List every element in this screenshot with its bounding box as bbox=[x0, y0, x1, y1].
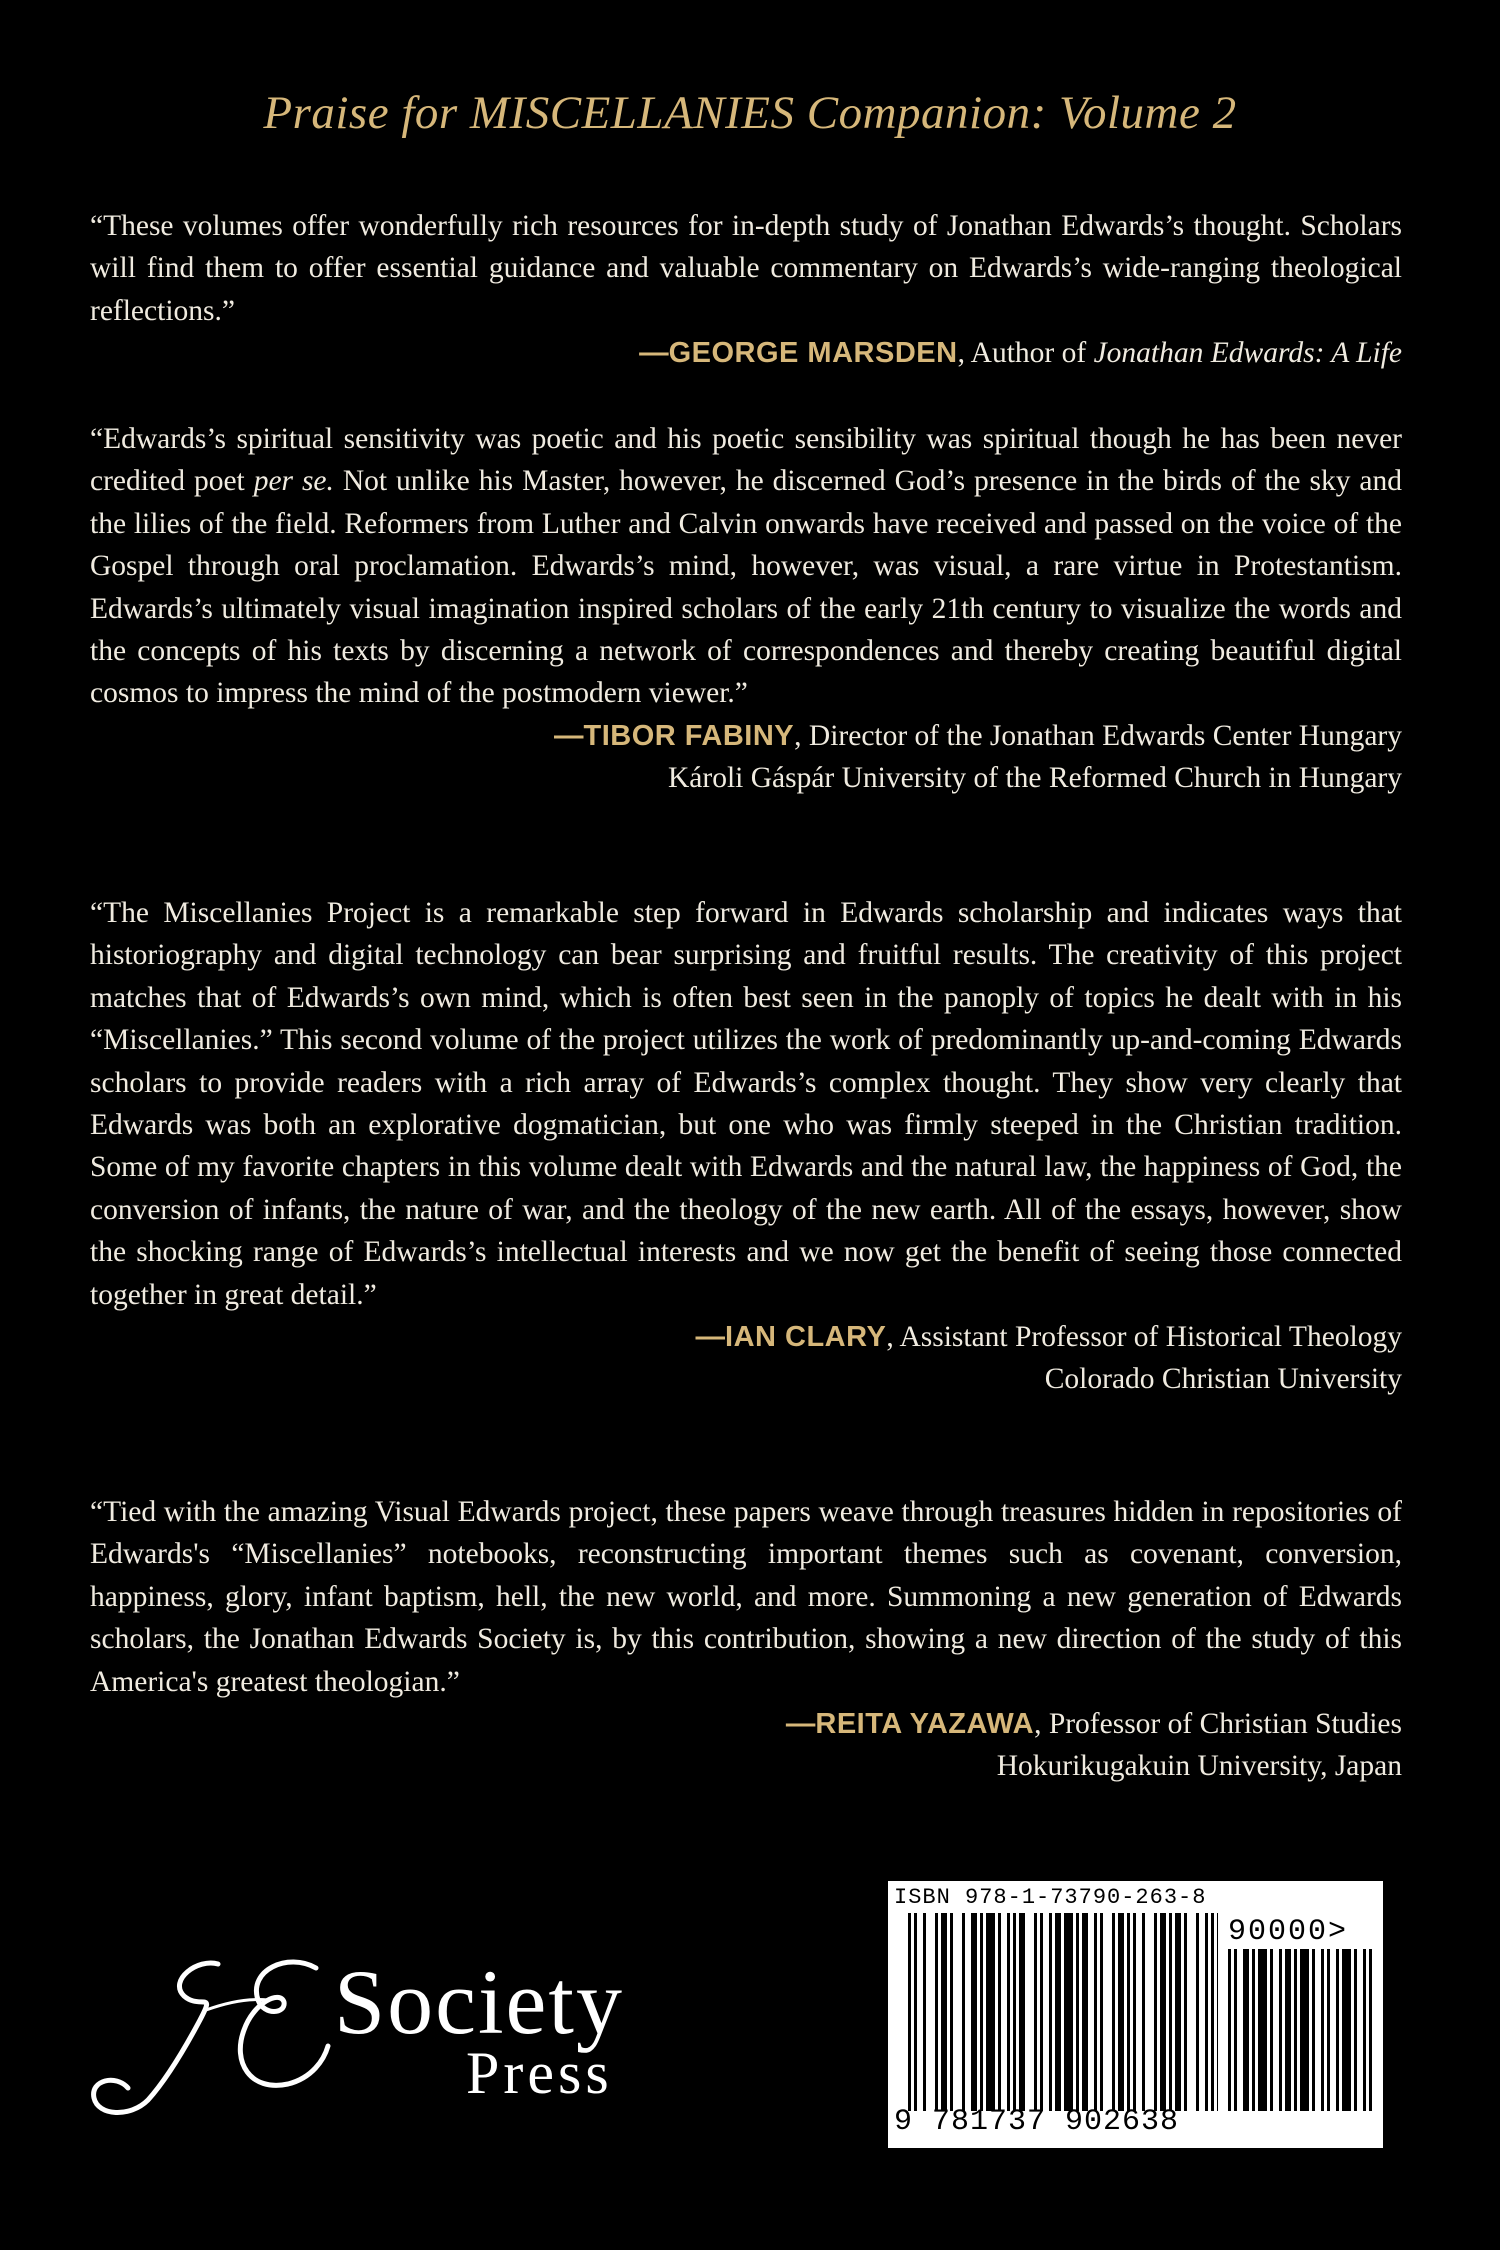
quote-text bbox=[90, 418, 1402, 715]
attribution-dash: — bbox=[695, 1320, 726, 1354]
quote-attribution bbox=[90, 1703, 1402, 1745]
attribution-dash: — bbox=[554, 718, 584, 752]
quote-marsden bbox=[90, 205, 1402, 375]
isbn-label: ISBN 978-1-73790-263-8 bbox=[894, 1885, 1207, 1910]
quote-attribution bbox=[90, 332, 1402, 374]
quote-attribution bbox=[90, 1316, 1402, 1358]
author-role: , Professor of Christian Studies bbox=[1034, 1708, 1402, 1741]
quote-text: “These volumes offer wonderfully rich resources for in-depth study of Jonathan Edwards’s thought. Scholars will find them to offer essential guidance and valuable commentary on Edwards’s wide-ranging theological reflections.” bbox=[90, 210, 1402, 327]
je-monogram-icon bbox=[88, 1950, 348, 2125]
quote-text: “The Miscellanies Project is a remarkable step forward in Edwards scholarship and indicates ways that historiography and digital technology can bear surprising and fruitful results. The creativity of this project matches that of Edwards’s own mind, which is often best seen in the panoply of topics he dealt with in his “Miscellanies.” This second volume of the project utilizes the work of predominantly up-and-coming Edwards scholars to provide readers with a rich array of Edwards’s complex thought. They show very clearly that Edwards was both an explorative dogmatician, but one who was firmly steeped in the Christian tradition. Some of my favorite chapters in this volume dealt with Edwards and the natural law, the happiness of God, the conversion of infants, the nature of war, and the theology of the new earth. All of the essays, however, show the shocking range of Edwards’s intellectual interests and we now get the benefit of seeing those connected together in great detail.” bbox=[90, 897, 1402, 1311]
attribution-dash: — bbox=[639, 336, 669, 370]
quote-fabiny bbox=[90, 418, 1402, 800]
author-role: , Author of bbox=[957, 337, 1094, 370]
author-name: GEORGE MARSDEN bbox=[668, 337, 958, 370]
barcode-digits: 9 781737 902638 bbox=[894, 2105, 1180, 2139]
logo-word-society: Society bbox=[334, 1951, 624, 2053]
author-affiliation: Károli Gáspár University of the Reformed Church in Hungary bbox=[667, 762, 1402, 795]
barcode-bars-icon bbox=[908, 1913, 1218, 2111]
price-code: 90000> bbox=[1228, 1915, 1349, 1949]
quote-text: “Tied with the amazing Visual Edwards project, these papers weave through treasures hidden in repositories of Edwards's “Miscellanies” notebooks, reconstructing important themes such as covenant, conversion, happiness, glory, infant baptism, hell, the new world, and more. Summoning a new generation of Edwards scholars, the Jonathan Edwards Society is, by this contribution, showing a new direction of the study of this America's greatest theologian.” bbox=[90, 1496, 1402, 1698]
page-title: Praise for MISCELLANIES Companion: Volume 2 bbox=[263, 87, 1237, 139]
price-code-value: 90000 bbox=[1228, 1915, 1329, 1949]
author-role: , Director of the Jonathan Edwards Center Hungary bbox=[794, 719, 1402, 752]
author-role: , Assistant Professor of Historical Theology bbox=[886, 1321, 1402, 1354]
author-name: IAN CLARY bbox=[725, 1321, 887, 1354]
author-affiliation: Colorado Christian University bbox=[1044, 1363, 1402, 1396]
quote-text-italic: per se. bbox=[253, 465, 334, 498]
quote-clary bbox=[90, 892, 1402, 1401]
quote-text-part: Not unlike his Master, however, he discerned God’s presence in the birds of the sky and the lilies of the field. Reformers from Luther and Calvin onwards have received and passed on the voice of the Gospel through oral proclamation. Edwards’s mind, however, was visual, a rare virtue in Protestantism. Edwards’s ultimately visual imagination inspired scholars of the early 21th century to visualize the words and the concepts of his texts by discerning a network of correspondences and thereby creating beautiful digital cosmos to impress the mind of the postmodern viewer.” bbox=[90, 465, 1402, 710]
author-book-title: Jonathan Edwards: A Life bbox=[1093, 337, 1402, 370]
isbn-barcode bbox=[888, 1881, 1383, 2148]
author-affiliation: Hokurikugakuin University, Japan bbox=[996, 1750, 1402, 1783]
quote-attribution bbox=[90, 715, 1402, 757]
attribution-dash: — bbox=[785, 1707, 816, 1741]
author-name: REITA YAZAWA bbox=[815, 1708, 1035, 1741]
barcode-addon-bars-icon bbox=[1228, 1949, 1376, 2111]
logo-word-press: Press bbox=[466, 2040, 613, 2106]
quote-text-part: “Edwards’s spiritual sensitivity was poetic and his poetic sensibility was spiritual though he has been never credited poet bbox=[90, 423, 1402, 498]
publisher-logo bbox=[88, 1950, 708, 2125]
author-name: TIBOR FABINY bbox=[583, 719, 795, 752]
quote-yazawa bbox=[90, 1491, 1402, 1788]
